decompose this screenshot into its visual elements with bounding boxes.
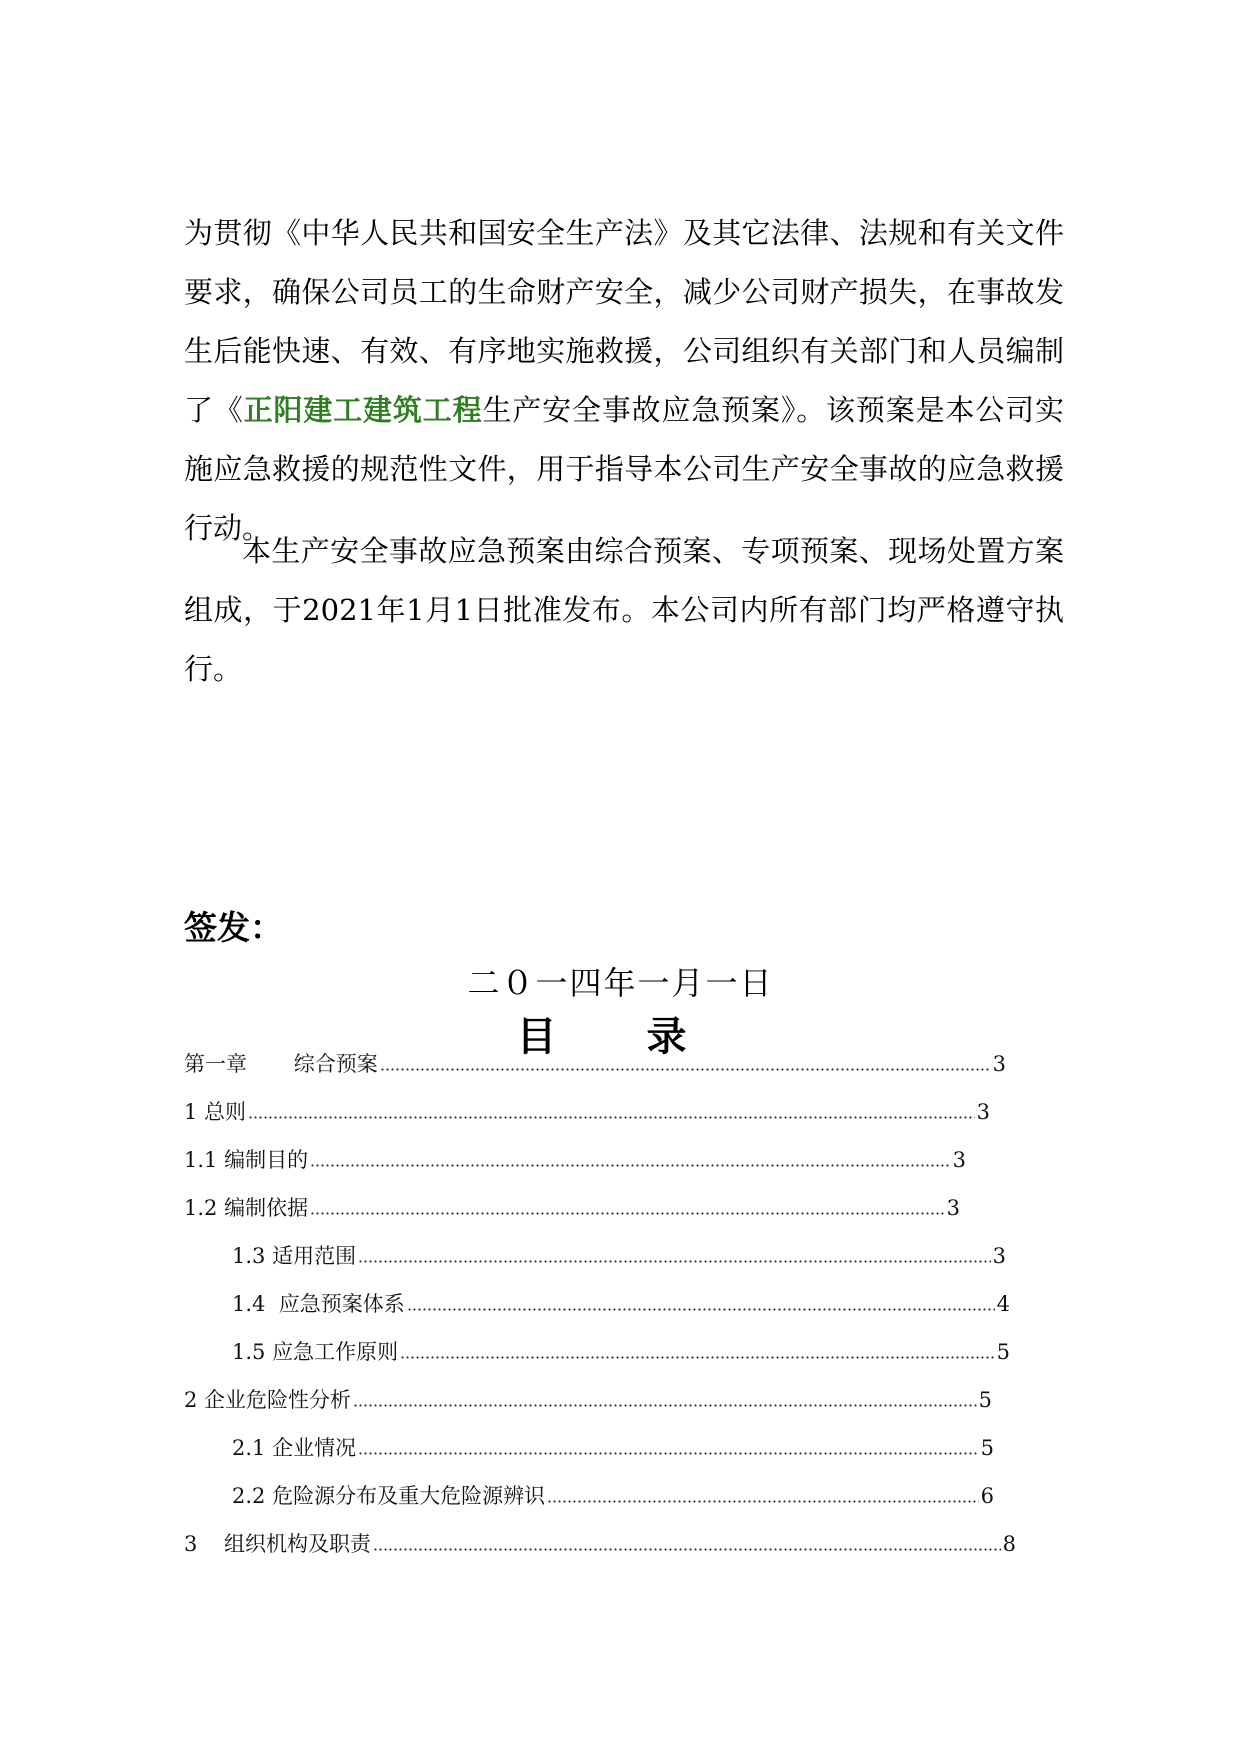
toc-entry-label: 2.1 企业情况: [232, 1436, 357, 1460]
toc-entry[interactable]: [232, 1240, 1006, 1270]
toc-entry-label: 2 企业危险性分析: [184, 1388, 352, 1412]
toc-title: 目 录: [516, 1014, 725, 1060]
toc-entry-page: 5: [980, 1436, 994, 1460]
intro-paragraph-2: 本生产安全事故应急预案由综合预案、专项预案、现场处置方案组成，于2021年1月1日批准发布。本公司内所有部门均严格遵守执行。: [184, 534, 1064, 686]
intro-text-part2: 生产安全事故应急预案》。该预案是本公司实施应急救援的规范性文件，用于指导本公司生产安全事故的应急救援行动。: [184, 393, 1064, 545]
toc-entry-label: 2.2 危险源分布及重大危险源辨识: [232, 1484, 546, 1508]
toc-entry[interactable]: [184, 1048, 1006, 1078]
toc-entry-label: 1.4 应急预案体系: [232, 1292, 405, 1316]
toc-entry-page: 3: [976, 1100, 990, 1124]
toc-leader-dots: [248, 1112, 975, 1120]
toc-entry-label: 1.5 应急工作原则: [232, 1340, 399, 1364]
toc-entry-page: 6: [980, 1484, 994, 1508]
toc-leader-dots: [380, 1064, 991, 1072]
toc-leader-dots: [358, 1256, 991, 1264]
toc-entry-page: 4: [996, 1292, 1010, 1316]
toc-entry[interactable]: [184, 1192, 960, 1222]
toc-entry[interactable]: [184, 1096, 990, 1126]
toc-entry-page: 5: [978, 1388, 992, 1412]
toc-leader-dots: [310, 1160, 951, 1168]
toc-entry[interactable]: [184, 1528, 1016, 1558]
toc-leader-dots: [353, 1400, 977, 1408]
company-name-highlight: 正阳建工建筑工程: [243, 393, 483, 427]
toc-leader-dots: [407, 1304, 995, 1312]
toc-entry[interactable]: [184, 1144, 966, 1174]
toc-entry[interactable]: [232, 1432, 994, 1462]
toc-entry-label: 1.1 编制目的: [184, 1148, 309, 1172]
toc-entry[interactable]: [184, 1384, 992, 1414]
toc-entry-label: 3 组织机构及职责: [184, 1532, 372, 1556]
toc-entry[interactable]: [232, 1288, 1010, 1318]
toc-entry-page: 3: [952, 1148, 966, 1172]
toc-entry-page: 3: [992, 1244, 1006, 1268]
issue-date: 二０一四年一月一日: [467, 964, 774, 1002]
toc-entry[interactable]: [232, 1480, 994, 1510]
toc-entry-page: 8: [1002, 1532, 1016, 1556]
toc-entry-label: 第一章 综合预案: [184, 1052, 378, 1076]
toc-entry-label: 1.3 适用范围: [232, 1244, 357, 1268]
toc-leader-dots: [547, 1496, 979, 1504]
toc-entry-page: 5: [996, 1340, 1010, 1364]
intro-paragraph-1: [184, 204, 1064, 558]
toc-leader-dots: [373, 1544, 1001, 1552]
toc-entry[interactable]: [232, 1336, 1010, 1366]
intro-text-part1: 为贯彻《中华人民共和国安全生产法》及其它法律、法规和有关文件要求，确保公司员工的生命财产安全，减少公司财产损失，在事故发生后能快速、有效、有序地实施救援，公司组织有关部门和人员编制了《: [184, 216, 1064, 427]
sign-label: 签发：: [184, 908, 283, 947]
toc-leader-dots: [310, 1208, 945, 1216]
toc-leader-dots: [400, 1352, 995, 1360]
toc-entry-page: 3: [946, 1196, 960, 1220]
toc-entry-label: 1.2 编制依据: [184, 1196, 309, 1220]
toc-entry-label: 1 总则: [184, 1100, 247, 1124]
toc-leader-dots: [358, 1448, 979, 1456]
toc-entry-page: 3: [992, 1052, 1006, 1076]
